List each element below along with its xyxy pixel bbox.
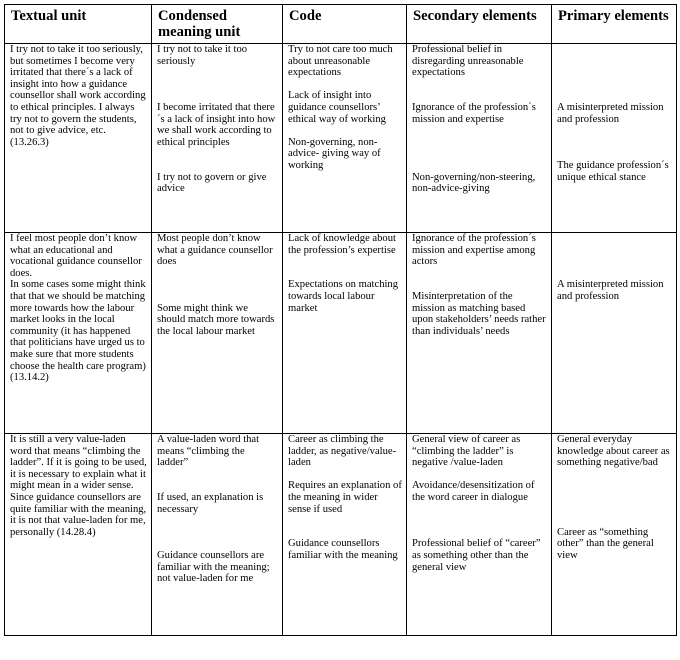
primary-elements-cell <box>552 44 677 233</box>
header-code: Code <box>283 5 407 44</box>
cell-text: I try not to take it too seriously <box>157 44 248 67</box>
cell-text: Ignorance of the profession´s mission and expertise among actors <box>412 233 536 268</box>
table-row <box>5 44 677 233</box>
cell-text: A misinterpreted mission and profession <box>557 102 664 125</box>
header-condensed-meaning-unit: Condensed meaning unit <box>152 5 283 44</box>
cell-text: Misinterpretation of the mission as matching based upon stakeholders’ needs rather than individuals’ needs <box>412 290 546 337</box>
header-row <box>5 5 677 44</box>
cell-text: Lack of insight into guidance counsellors’ ethical way of working <box>288 90 386 125</box>
table-row <box>5 233 677 434</box>
cell-text: I try not to take it too seriously, but sometimes I become very irritated that there´s a lack of insight into how a guidance counsellor shall work according to ethical principles. I always try not to govern the students, not to give advice, etc. (13.26.3) <box>10 44 146 148</box>
cell-text: General view of career as “climbing the ladder” is negative /value-laden <box>412 434 521 469</box>
cell-text: Professional belief in disregarding unreasonable expectations <box>412 44 524 79</box>
primary-elements-cell <box>552 233 677 434</box>
cell-text: Requires an explanation of the meaning in wider sense if used <box>288 480 402 515</box>
cell-text: Lack of knowledge about the profession’s expertise <box>288 233 396 256</box>
coding-table <box>4 4 677 636</box>
cell-text: A value-laden word that means “climbing the ladder” <box>157 434 260 469</box>
textual-unit-cell <box>5 434 152 636</box>
cell-text: Professional belief of “career” as something other than the general view <box>412 538 541 573</box>
condensed-meaning-cell <box>152 44 283 233</box>
cell-text: Non-governing/non-steering, non-advice-giving <box>412 171 536 195</box>
condensed-meaning-cell <box>152 233 283 434</box>
cell-text: Most people don’t know what a guidance counsellor does <box>157 233 273 268</box>
cell-text: Ignorance of the profession´s mission and expertise <box>412 101 536 125</box>
primary-elements-cell <box>552 434 677 636</box>
cell-text: Career as “something other” than the general view <box>557 526 654 561</box>
cell-text: Career as climbing the ladder, as negative/value-laden <box>288 434 397 469</box>
cell-text: Try to not care too much about unreasonable expectations <box>288 44 393 79</box>
secondary-elements-cell <box>407 434 552 636</box>
secondary-elements-cell <box>407 233 552 434</box>
cell-text: The guidance profession´s unique ethical stance <box>557 159 669 183</box>
cell-text: Avoidance/desensitization of the word career in dialogue <box>412 480 535 503</box>
cell-text: Expectations on matching towards local labour market <box>288 279 399 314</box>
code-cell <box>283 233 407 434</box>
code-cell <box>283 44 407 233</box>
cell-text: Guidance counsellors are familiar with the meaning; not value-laden for me <box>157 549 270 585</box>
secondary-elements-cell <box>407 44 552 233</box>
condensed-meaning-cell <box>152 434 283 636</box>
header-primary-elements: Primary elements <box>552 5 677 44</box>
cell-text: It is still a very value-laden word that means “climbing the ladder”. If it is going to be used, it is necessary to explain what it might mean in a wider sense. Since guidance counsellors are quite familiar with the meaning, it is not that value-laden for me, personally (14.28.4) <box>10 434 147 538</box>
cell-text: Non-governing, non-advice- giving way of working <box>288 136 381 171</box>
textual-unit-cell <box>5 233 152 434</box>
cell-text: If used, an explanation is necessary <box>157 491 264 515</box>
cell-text: Some might think we should match more towards the local labour market <box>157 302 275 337</box>
header-secondary-elements: Secondary elements <box>407 5 552 44</box>
cell-text: I try not to govern or give advice <box>157 171 267 195</box>
code-cell <box>283 434 407 636</box>
textual-unit-cell <box>5 44 152 233</box>
cell-text: General everyday knowledge about career as something negative/bad <box>557 434 670 469</box>
cell-text: In some cases some might think that that we should be matching more towards how the labour market looks in the local community (it has happened that politicians have urged us to make sure that more students choose the health care program) (13.14.2) <box>10 279 146 384</box>
cell-text: I feel most people don’t know what an educational and vocational guidance counsellor does. <box>10 233 142 279</box>
table-row <box>5 434 677 636</box>
cell-text: I become irritated that there´s a lack of insight into how we shall work according to ethical principles <box>157 101 276 148</box>
header-textual-unit: Textual unit <box>5 5 152 44</box>
cell-text: Guidance counsellors familiar with the meaning <box>288 538 398 561</box>
cell-text: A misinterpreted mission and profession <box>557 279 664 302</box>
